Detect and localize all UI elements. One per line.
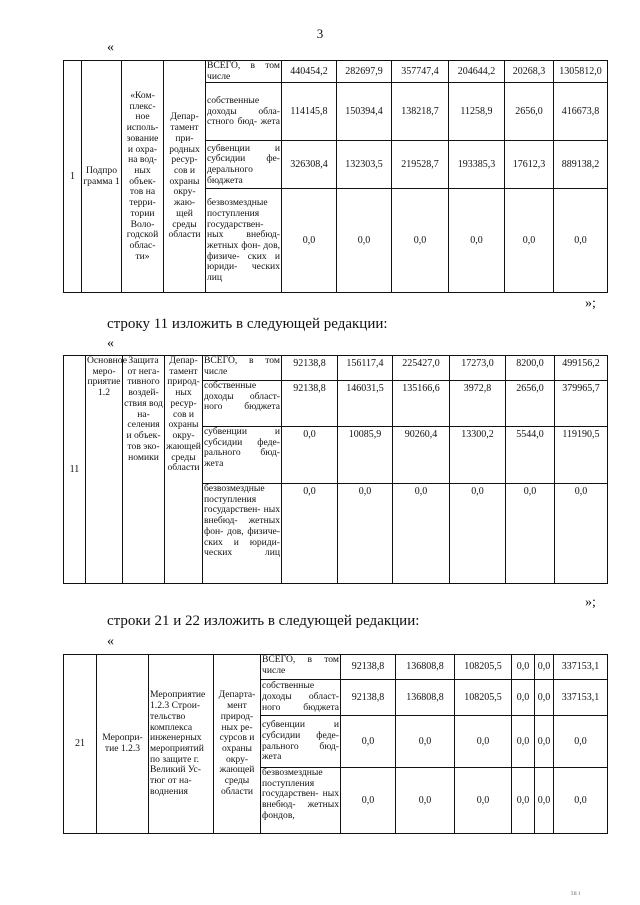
value-cell: 136808,8: [396, 655, 455, 680]
value-cell: 135166,6: [393, 381, 450, 427]
paragraph-row-11: строку 11 изложить в следующей редакции:: [107, 316, 388, 332]
row-number: 11: [64, 356, 86, 584]
value-cell: 219528,7: [392, 141, 449, 189]
value-cell: 326308,4: [282, 141, 337, 189]
value-cell: 0,0: [337, 189, 392, 293]
source-cell: ВСЕГО, в том числе: [207, 60, 280, 82]
value-cell: 3972,8: [450, 381, 506, 427]
value-cell: 282697,9: [337, 61, 392, 83]
value-cell: 499156,2: [555, 356, 608, 381]
source-cell: ВСЕГО, в том числе: [203, 356, 282, 381]
value-cell: 0,0: [282, 484, 338, 584]
value-cell: 0,0: [512, 716, 535, 768]
value-cell: 132303,5: [337, 141, 392, 189]
value-cell: 0,0: [341, 716, 396, 768]
value-cell: 10085,9: [338, 427, 393, 484]
value-cell: 0,0: [506, 484, 555, 584]
value-cell: 114145,8: [282, 83, 337, 141]
value-cell: 108205,5: [455, 680, 512, 716]
source-cell: ВСЕГО, в том числе: [261, 655, 341, 680]
value-cell: 0,0: [338, 484, 393, 584]
row-executor: Депар- тамент природ- ных ресур- сов и охраны окру- жающей среды области: [165, 356, 203, 584]
value-cell: 0,0: [554, 768, 608, 834]
row-description: Мероприятие 1.2.3 Строи- тельство комплекса инженерных мероприятий по защите г. Великий Ус- тюг от на- воднения: [149, 655, 214, 834]
value-cell: 92138,8: [341, 655, 396, 680]
open-quote: «: [107, 336, 114, 351]
row-name: Подпро грамма 1: [82, 61, 122, 293]
value-cell: 0,0: [512, 655, 535, 680]
value-cell: 0,0: [282, 189, 337, 293]
value-cell: 11258,9: [449, 83, 505, 141]
source-cell: субвенции и субсидии феде- рального бюд- жета: [261, 716, 341, 768]
row-number: 1: [64, 61, 82, 293]
table-row: [64, 61, 608, 83]
value-cell: 150394,4: [337, 83, 392, 141]
value-cell: 0,0: [449, 189, 505, 293]
value-cell: 0,0: [512, 680, 535, 716]
source-cell: собственные доходы обла- стного бюд- жета: [206, 83, 282, 141]
value-cell: 0,0: [512, 768, 535, 834]
value-cell: 0,0: [535, 768, 554, 834]
row-description: Защита от нега- тивного воздей- ствия вод на- селения и объек- тов эко- номики: [123, 356, 165, 584]
value-cell: 108205,5: [455, 655, 512, 680]
value-cell: 90260,4: [393, 427, 450, 484]
value-cell: 0,0: [341, 768, 396, 834]
value-cell: 0,0: [554, 716, 608, 768]
value-cell: 5544,0: [506, 427, 555, 484]
source-cell: субвенции и субсидии фе- дерального бюджета: [206, 141, 282, 189]
table-row: [64, 356, 608, 381]
value-cell: 0,0: [450, 484, 506, 584]
value-cell: 193385,3: [449, 141, 505, 189]
value-cell: 440454,2: [282, 61, 337, 83]
row-name: Основное меро- приятие 1.2: [86, 356, 123, 584]
value-cell: 0,0: [455, 716, 512, 768]
value-cell: 357747,4: [392, 61, 449, 83]
table-3: [63, 654, 608, 834]
source-cell: собственные доходы област- ного бюджета: [203, 381, 282, 427]
table-row: [64, 655, 608, 680]
source-cell: собственные доходы област- ного бюджета: [261, 680, 341, 716]
source-cell: субвенции и субсидии феде- рального бюд- жета: [203, 427, 282, 484]
value-cell: 0,0: [535, 716, 554, 768]
close-quote: »;: [585, 296, 596, 311]
close-quote: »;: [585, 595, 596, 610]
value-cell: 204644,2: [449, 61, 505, 83]
footer-mark: 1іі і: [570, 891, 580, 897]
value-cell: 0,0: [396, 768, 455, 834]
value-cell: 379965,7: [555, 381, 608, 427]
value-cell: 13300,2: [450, 427, 506, 484]
table-2: [63, 355, 608, 584]
value-cell: 0,0: [535, 680, 554, 716]
value-cell: 0,0: [535, 655, 554, 680]
value-cell: 2656,0: [506, 381, 555, 427]
page-number: 3: [316, 26, 324, 41]
value-cell: 136808,8: [396, 680, 455, 716]
value-cell: 20268,3: [505, 61, 554, 83]
value-cell: 17273,0: [450, 356, 506, 381]
table-1: [63, 60, 608, 293]
value-cell: 119190,5: [555, 427, 608, 484]
open-quote: «: [107, 40, 114, 55]
value-cell: 92138,8: [282, 356, 338, 381]
value-cell: 225427,0: [393, 356, 450, 381]
value-cell: 0,0: [505, 189, 554, 293]
value-cell: 337153,1: [554, 655, 608, 680]
value-cell: 0,0: [396, 716, 455, 768]
value-cell: 92138,8: [282, 381, 338, 427]
value-cell: 0,0: [455, 768, 512, 834]
value-cell: 337153,1: [554, 680, 608, 716]
value-cell: 0,0: [393, 484, 450, 584]
source-cell: безвозмездные поступления государствен- ных внебюд- жетных фондов,: [261, 768, 341, 834]
value-cell: 1305812,0: [554, 61, 608, 83]
paragraph-rows-21-22: строки 21 и 22 изложить в следующей редакции:: [107, 613, 420, 629]
value-cell: 138218,7: [392, 83, 449, 141]
value-cell: 17612,3: [505, 141, 554, 189]
row-description: «Ком- плекс- ное исполь- зование и охра- на вод- ных объек- тов на терри- тории Воло- годской облас- ти»: [122, 61, 164, 293]
value-cell: 92138,8: [341, 680, 396, 716]
value-cell: 416673,8: [554, 83, 608, 141]
row-number: 21: [64, 655, 97, 834]
value-cell: 0,0: [554, 189, 608, 293]
value-cell: 146031,5: [338, 381, 393, 427]
value-cell: 2656,0: [505, 83, 554, 141]
row-name: Меропри- тие 1.2.3: [97, 655, 149, 834]
source-cell: безвозмездные поступления государствен- ных внебюд- жетных фон- дов, физиче- ских и юриди- ческих лиц: [203, 484, 282, 584]
value-cell: 0,0: [555, 484, 608, 584]
row-executor: Депар- тамент при- родных ресур- сов и охраны окру- жаю- щей среды области: [164, 61, 206, 293]
value-cell: 889138,2: [554, 141, 608, 189]
open-quote: «: [107, 634, 114, 649]
value-cell: 156117,4: [338, 356, 393, 381]
value-cell: 0,0: [392, 189, 449, 293]
source-cell: безвозмездные поступления государствен- ных внебюд- жетных фон- дов, физиче- ских и юриди- ческих лиц: [206, 189, 282, 293]
value-cell: 0,0: [282, 427, 338, 484]
row-executor: Департа- мент природ- ных ре- сурсов и охраны окру- жающей среды области: [214, 655, 261, 834]
value-cell: 8200,0: [506, 356, 555, 381]
